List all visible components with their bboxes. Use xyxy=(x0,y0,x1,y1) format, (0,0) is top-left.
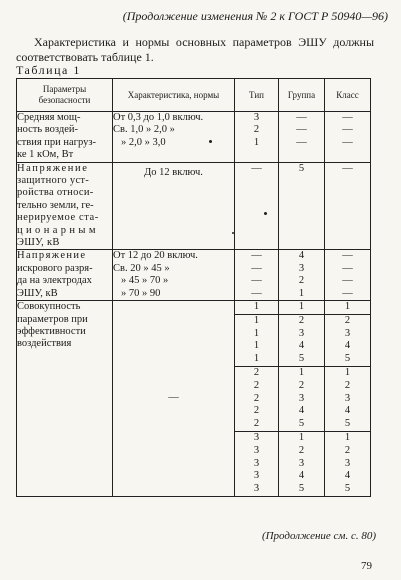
class-value: 2 xyxy=(344,444,351,456)
class-value: — xyxy=(342,250,353,262)
type-value: 1 xyxy=(253,301,260,313)
group-value: 4 xyxy=(298,405,305,417)
group-value: 4 xyxy=(298,340,305,352)
table-row xyxy=(17,301,371,497)
class-value: — xyxy=(342,262,353,274)
type-value: — xyxy=(251,250,262,262)
param-line: Совокупность xyxy=(17,301,81,313)
param-line: воздействия xyxy=(17,338,72,350)
value-group xyxy=(279,431,324,496)
char-dash: — xyxy=(168,392,179,404)
value-group xyxy=(325,314,370,366)
type-value: — xyxy=(251,287,262,299)
table-caption: Таблица 1 xyxy=(16,63,81,77)
group-value: 5 xyxy=(298,353,305,365)
param-line: ЭШУ, кВ xyxy=(17,237,60,249)
table-row xyxy=(17,250,371,301)
value-group xyxy=(235,366,278,431)
type-value: 3 xyxy=(253,112,260,123)
type-value: 2 xyxy=(253,379,260,391)
value-group xyxy=(279,314,324,366)
class-value: 4 xyxy=(344,405,351,417)
running-header: (Продолжение изменения № 2 к ГОСТ Р 50940—96) xyxy=(122,9,388,23)
class-cell xyxy=(325,250,371,301)
class-value: 1 xyxy=(344,432,351,444)
scan-speck xyxy=(264,212,267,215)
param-line: Напряжение xyxy=(17,250,87,262)
param-line: ствия при нагруз- xyxy=(17,136,96,148)
group-cell xyxy=(279,250,325,301)
param-line: Средняя мощ- xyxy=(17,112,81,123)
group-value: 2 xyxy=(298,275,305,287)
type-value: 1 xyxy=(253,314,260,326)
col-header-type: Тип xyxy=(235,79,279,112)
param-line: тельно земли, ге- xyxy=(17,199,94,211)
class-value: 1 xyxy=(344,301,351,313)
scan-speck xyxy=(232,232,234,234)
group-value: — xyxy=(296,124,307,136)
class-value: — xyxy=(342,124,353,136)
param-line: ционарным xyxy=(17,224,99,236)
type-value: 2 xyxy=(253,367,260,379)
col-header-group: Группа xyxy=(279,79,325,112)
class-cell xyxy=(325,112,371,163)
type-value: — xyxy=(251,275,262,287)
group-value: 2 xyxy=(298,444,305,456)
type-value: 3 xyxy=(253,432,260,444)
type-value: 2 xyxy=(253,392,260,404)
param-line: эффективности xyxy=(17,325,86,337)
class-value: 3 xyxy=(344,457,351,469)
value-group xyxy=(325,301,370,314)
value-group xyxy=(279,366,324,431)
value-group xyxy=(235,314,278,366)
type-value: 3 xyxy=(253,483,260,495)
type-value: — xyxy=(251,162,262,174)
group-value: 1 xyxy=(298,287,305,299)
char-line: » 45 » 70 » xyxy=(121,275,169,287)
group-value: — xyxy=(296,112,307,123)
char-cell xyxy=(113,112,235,163)
type-value: 1 xyxy=(253,340,260,352)
table-header-row xyxy=(17,79,371,112)
class-value: — xyxy=(342,112,353,123)
type-cell xyxy=(235,301,279,497)
param-cell xyxy=(17,250,113,301)
col-header-characteristics: Характеристика, нормы xyxy=(113,79,235,112)
group-value: 3 xyxy=(298,457,305,469)
value-group xyxy=(279,301,324,314)
group-value: 2 xyxy=(298,379,305,391)
char-line: До 12 включ. xyxy=(144,166,203,178)
param-line: ке 1 кОм, Вт xyxy=(17,149,74,161)
class-value: 4 xyxy=(344,340,351,352)
char-line: От 0,3 до 1,0 включ. xyxy=(113,112,204,123)
group-value: 3 xyxy=(298,262,305,274)
scan-speck xyxy=(209,140,212,143)
class-value: 4 xyxy=(344,470,351,482)
class-value: 5 xyxy=(344,483,351,495)
param-line: ройства относи- xyxy=(17,187,94,199)
group-value: 4 xyxy=(298,470,305,482)
class-value: 5 xyxy=(344,353,351,365)
char-line: » 70 » 90 xyxy=(121,287,161,299)
class-value: 2 xyxy=(344,379,351,391)
type-value: 2 xyxy=(253,124,260,136)
type-value: 3 xyxy=(253,457,260,469)
group-value: — xyxy=(296,136,307,148)
param-line: ность воздей- xyxy=(17,124,79,136)
class-value: 3 xyxy=(344,327,351,339)
continuation-note: (Продолжение см. с. 80) xyxy=(261,530,376,542)
param-cell xyxy=(17,112,113,163)
type-value: 3 xyxy=(253,444,260,456)
param-cell xyxy=(17,301,113,497)
col-header-params: Параметры безопасности xyxy=(17,79,113,112)
class-value: 5 xyxy=(344,418,351,430)
char-line: Св. 20 » 45 » xyxy=(113,262,170,274)
type-cell xyxy=(235,112,279,163)
type-value: 2 xyxy=(253,405,260,417)
group-cell xyxy=(279,162,325,250)
intro-paragraph: Характеристика и нормы основных параметров ЭШУ должны соответствовать таблице 1. xyxy=(16,35,374,64)
param-line: Напряжение xyxy=(17,162,89,174)
class-value: — xyxy=(342,162,353,174)
group-value: 1 xyxy=(298,432,305,444)
group-value: 3 xyxy=(298,392,305,404)
value-group xyxy=(325,431,370,496)
class-value: — xyxy=(342,287,353,299)
group-value: 4 xyxy=(298,250,305,262)
class-value: 3 xyxy=(344,392,351,404)
parameters-table xyxy=(16,78,371,497)
char-cell xyxy=(113,301,235,497)
char-cell xyxy=(113,250,235,301)
param-line: параметров при xyxy=(17,313,88,325)
group-value: 5 xyxy=(298,418,305,430)
char-cell xyxy=(113,162,235,250)
type-value: 1 xyxy=(253,327,260,339)
param-line: да на электродах xyxy=(17,275,92,287)
char-line: От 12 до 20 включ. xyxy=(113,250,198,262)
param-line: ЭШУ, кВ xyxy=(17,287,58,299)
type-cell xyxy=(235,162,279,250)
type-value: 2 xyxy=(253,418,260,430)
group-value: 2 xyxy=(298,314,305,326)
type-value: 1 xyxy=(253,353,260,365)
value-group xyxy=(235,301,278,314)
group-value: 5 xyxy=(298,483,305,495)
group-cell xyxy=(279,112,325,163)
value-group xyxy=(325,366,370,431)
type-value: — xyxy=(251,262,262,274)
group-cell xyxy=(279,301,325,497)
table-row xyxy=(17,112,371,163)
class-value: 2 xyxy=(344,314,351,326)
param-line: защитного уст- xyxy=(17,175,90,187)
param-line: искрового разря- xyxy=(17,262,93,274)
class-cell xyxy=(325,301,371,497)
char-line: » 2,0 » 3,0 xyxy=(121,136,166,148)
class-cell xyxy=(325,162,371,250)
page-number: 79 xyxy=(361,560,372,572)
class-value: — xyxy=(342,136,353,148)
group-value: 3 xyxy=(298,327,305,339)
col-header-class: Класс xyxy=(325,79,371,112)
group-value: 1 xyxy=(298,367,305,379)
param-cell xyxy=(17,162,113,250)
char-line: Св. 1,0 » 2,0 » xyxy=(113,124,175,136)
class-value: 1 xyxy=(344,367,351,379)
group-value: 5 xyxy=(298,162,305,174)
type-cell xyxy=(235,250,279,301)
type-value: 3 xyxy=(253,470,260,482)
group-value: 1 xyxy=(298,301,305,313)
param-line: нерируемое ста- xyxy=(17,212,99,224)
class-value: — xyxy=(342,275,353,287)
value-group xyxy=(235,431,278,496)
table-row xyxy=(17,162,371,250)
type-value: 1 xyxy=(253,136,260,148)
